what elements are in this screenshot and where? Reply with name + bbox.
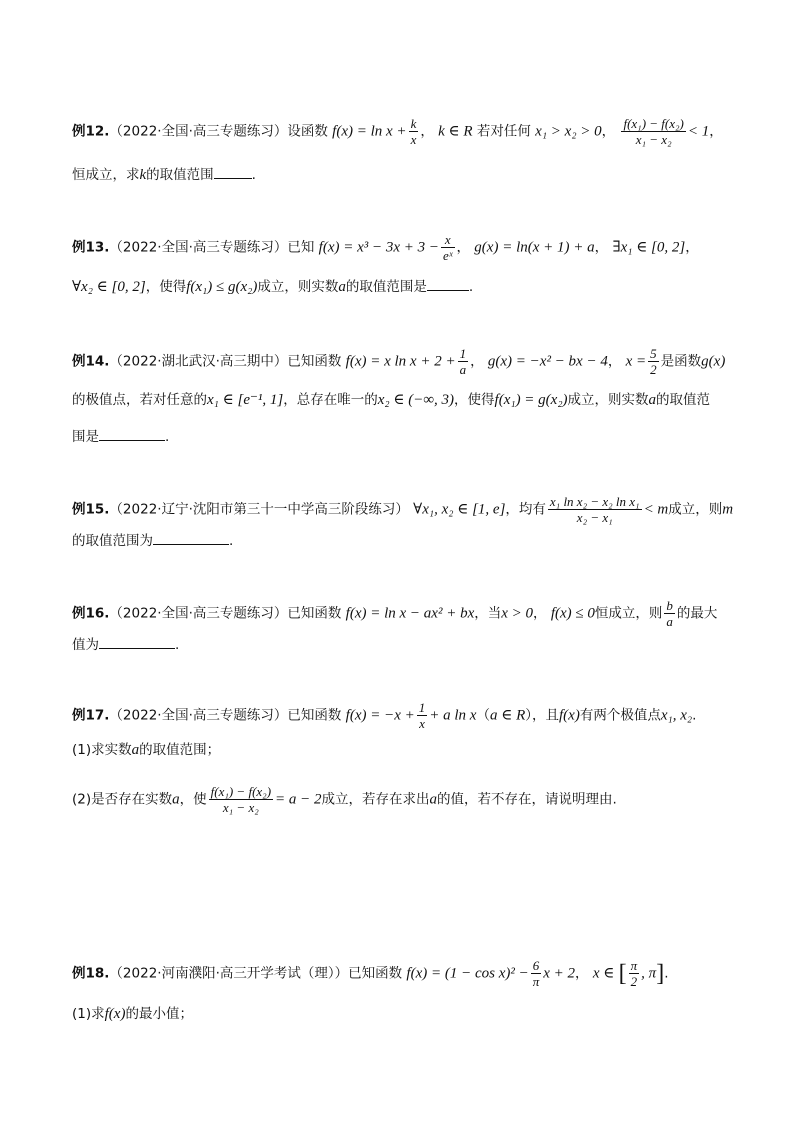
fraction (548, 494, 642, 525)
denominator: 2 (650, 362, 657, 377)
numerator: k (410, 116, 417, 131)
denominator: a (666, 614, 673, 629)
denominator: x (410, 132, 417, 147)
text: . (468, 279, 474, 295)
answer-blank[interactable] (99, 634, 175, 649)
text: 的取值范围为 (72, 533, 153, 549)
variable: a (172, 791, 180, 808)
fraction (648, 346, 659, 377)
condition: x₁ ∈ [e⁻¹, 1] (207, 392, 284, 408)
answer-blank[interactable] (153, 530, 229, 545)
denominator: x₂ − x₁ (576, 510, 613, 525)
text: . (175, 637, 180, 653)
problem-source: （2022·全国·高三专题练习） (109, 123, 288, 140)
inequality: f(x₁) ≤ g(x₂) (186, 279, 258, 295)
problem-label: 例17. (72, 707, 110, 724)
text: 恒成立，求 (72, 167, 140, 183)
text: 已知函数 (348, 965, 403, 982)
variable: a (131, 742, 140, 758)
left-bracket: [ (618, 960, 627, 987)
text: 的极值点，若对任意的 (72, 392, 207, 408)
text: ， (709, 123, 723, 140)
right-bracket: ] (656, 960, 665, 987)
text: ， (601, 123, 616, 140)
text: . (692, 707, 697, 724)
condition: k ∈ R (438, 123, 473, 140)
problem-16-line-1 (72, 598, 717, 629)
variable: m (722, 501, 734, 518)
problem-14-line-3 (72, 426, 169, 447)
problem-12-line-2 (72, 164, 256, 185)
text: 的取值范围； (139, 742, 221, 758)
text: 的取值范 (656, 392, 711, 408)
problem-16-line-2 (72, 634, 179, 655)
equation: f(x₁) = g(x₂) (494, 392, 568, 408)
function-tail: + a ln x (429, 707, 477, 724)
function-def: f(x) = −x + (345, 707, 415, 724)
condition: f(x) ≤ 0 (550, 605, 595, 622)
interval-right: , π (641, 965, 657, 982)
condition: ∃x₁ ∈ [0, 2] (612, 239, 686, 256)
variable: k (139, 167, 147, 183)
variable: a (429, 791, 438, 808)
problem-label: 例13. (72, 239, 110, 256)
problem-source: （2022·全国·高三专题练习） (109, 605, 288, 622)
text: 的值，若不存在，请说明理由. (437, 791, 617, 808)
text: ，均有 (505, 501, 546, 518)
answer-blank[interactable] (214, 164, 252, 179)
condition: ∀x₂ ∈ [0, 2] (72, 279, 146, 295)
inequality-tail: < m (643, 501, 669, 518)
extremum-eq: x = (625, 353, 647, 370)
text: （ (476, 707, 490, 724)
function-def: f(x) = ln x + (332, 123, 407, 140)
problem-17-part-1 (72, 740, 220, 760)
text: ， (420, 123, 434, 140)
problem-label: 例16. (72, 605, 110, 622)
fraction (621, 116, 685, 147)
problem-17-line-1 (72, 700, 696, 731)
text: ，使得 (145, 279, 187, 295)
problem-label: 例18. (72, 965, 110, 982)
problem-source: （2022·辽宁·沈阳市第三十一中学高三阶段练习） (109, 501, 409, 518)
variable: a (338, 279, 346, 295)
text: ， (470, 353, 484, 370)
answer-blank[interactable] (427, 276, 469, 291)
text: . (165, 429, 170, 445)
problem-label: 例12. (72, 123, 110, 140)
text: ，使得 (454, 392, 495, 408)
problem-15-line-2 (72, 530, 233, 551)
denominator: a (459, 362, 467, 377)
problem-18-line-1 (72, 958, 668, 989)
problem-18-part-1 (72, 1004, 193, 1024)
variable: a (648, 392, 657, 408)
text: ， (575, 965, 589, 982)
function-name: f(x) (559, 707, 580, 724)
function-name: f(x) (104, 1006, 126, 1022)
text: . (251, 167, 256, 183)
problem-14-line-2 (72, 390, 710, 410)
condition: x₂ ∈ (−∞, 3) (377, 392, 455, 408)
problem-label: 例15. (72, 501, 110, 518)
text: 恒成立，则 (594, 605, 663, 622)
text: 设函数 (287, 123, 328, 140)
text: (1)求 (72, 1006, 105, 1022)
equation-tail: = a − 2 (275, 791, 322, 808)
text: ， (533, 605, 547, 622)
text: . (229, 533, 234, 549)
text: ， (685, 239, 699, 256)
answer-blank[interactable] (99, 426, 165, 441)
problem-13-line-1 (72, 232, 699, 263)
function-def: g(x) = ln(x + 1) + a (474, 239, 595, 256)
inequality-tail: < 1 (687, 123, 710, 140)
text: 已知函数 (287, 605, 342, 622)
text: 已知 (287, 239, 315, 256)
text: ，当 (474, 605, 502, 622)
denominator: 2 (630, 974, 638, 989)
function-name: g(x) (701, 353, 726, 370)
problem-15-line-1 (72, 494, 733, 525)
function-def: g(x) = −x² − bx − 4 (487, 353, 608, 370)
text: (2)是否存在实数 (72, 791, 173, 808)
numerator: f(x₁) − f(x₂) (210, 784, 272, 799)
fraction (531, 958, 542, 989)
text: ， (456, 239, 470, 256)
problem-source: （2022·湖北武汉·高三期中） (109, 353, 288, 370)
text: 的取值范围 (146, 167, 214, 183)
text: 已知函数 (287, 707, 342, 724)
denominator: π (532, 974, 540, 989)
extreme-points: x₁, x₂ (660, 707, 693, 724)
text: ， (607, 353, 622, 370)
text: (1)求实数 (72, 742, 132, 758)
text: 成立，若存在求出 (321, 791, 430, 808)
function-def: f(x) = ln x − ax² + bx (345, 605, 475, 622)
fraction (664, 598, 675, 629)
fraction (409, 116, 419, 147)
condition: a ∈ R (489, 707, 526, 724)
text: 成立，则实数 (567, 392, 649, 408)
problem-source: （2022·河南濮阳·高三开学考试（理）） (109, 965, 349, 982)
condition: x₁ > x₂ > 0 (535, 123, 602, 140)
condition: x > 0 (501, 605, 534, 622)
numerator: π (630, 958, 638, 973)
function-def: f(x) = x ln x + 2 + (345, 353, 456, 370)
domain-condition: x ∈ (592, 965, 615, 982)
problem-17-part-2 (72, 784, 617, 815)
function-tail: x + 2 (543, 965, 576, 982)
fraction (441, 232, 454, 263)
numerator: x₁ ln x₂ − x₂ ln x₁ (549, 494, 640, 509)
condition: ∀x₁, x₂ ∈ [1, e] (413, 501, 506, 518)
text: ，使 (179, 791, 207, 808)
text: 的最小值； (125, 1006, 193, 1022)
text: 若对任何 (472, 123, 531, 140)
text: 的最大 (676, 605, 718, 622)
numerator: 1 (418, 700, 426, 715)
numerator: b (666, 598, 673, 613)
text: ，总存在唯一的 (283, 392, 378, 408)
numerator: 6 (531, 958, 542, 974)
denominator: eˣ (443, 248, 453, 263)
problem-source: （2022·全国·高三专题练习） (109, 707, 288, 724)
text: ， (594, 239, 609, 256)
text: 值为 (72, 637, 99, 653)
problem-14-line-1 (72, 346, 725, 377)
text: 已知函数 (287, 353, 342, 370)
denominator: x₁ − x₂ (222, 800, 259, 815)
numerator: 1 (459, 346, 467, 361)
numerator: x (441, 232, 454, 248)
problem-13-line-2 (72, 276, 473, 297)
text: 围是 (72, 429, 99, 445)
function-def: f(x) = x³ − 3x + 3 − (318, 239, 440, 256)
denominator: x₁ − x₂ (635, 132, 672, 147)
text: . (664, 965, 669, 982)
problem-12-line-1 (72, 116, 723, 147)
problem-label: 例14. (72, 353, 110, 370)
fraction (209, 784, 273, 815)
fraction (458, 346, 469, 377)
numerator: 5 (650, 346, 657, 361)
function-def: f(x) = (1 − cos x)² − (406, 965, 529, 982)
text: 成立，则实数 (257, 279, 339, 295)
text: 是函数 (660, 353, 702, 370)
text: ），且 (525, 707, 559, 724)
text: 的取值范围是 (345, 279, 427, 295)
text: 成立，则 (668, 501, 723, 518)
numerator: f(x₁) − f(x₂) (623, 116, 684, 131)
text: 有两个极值点 (579, 707, 661, 724)
problem-source: （2022·全国·高三专题练习） (109, 239, 288, 256)
denominator: x (419, 716, 425, 731)
fraction (629, 958, 640, 989)
fraction (417, 700, 428, 731)
